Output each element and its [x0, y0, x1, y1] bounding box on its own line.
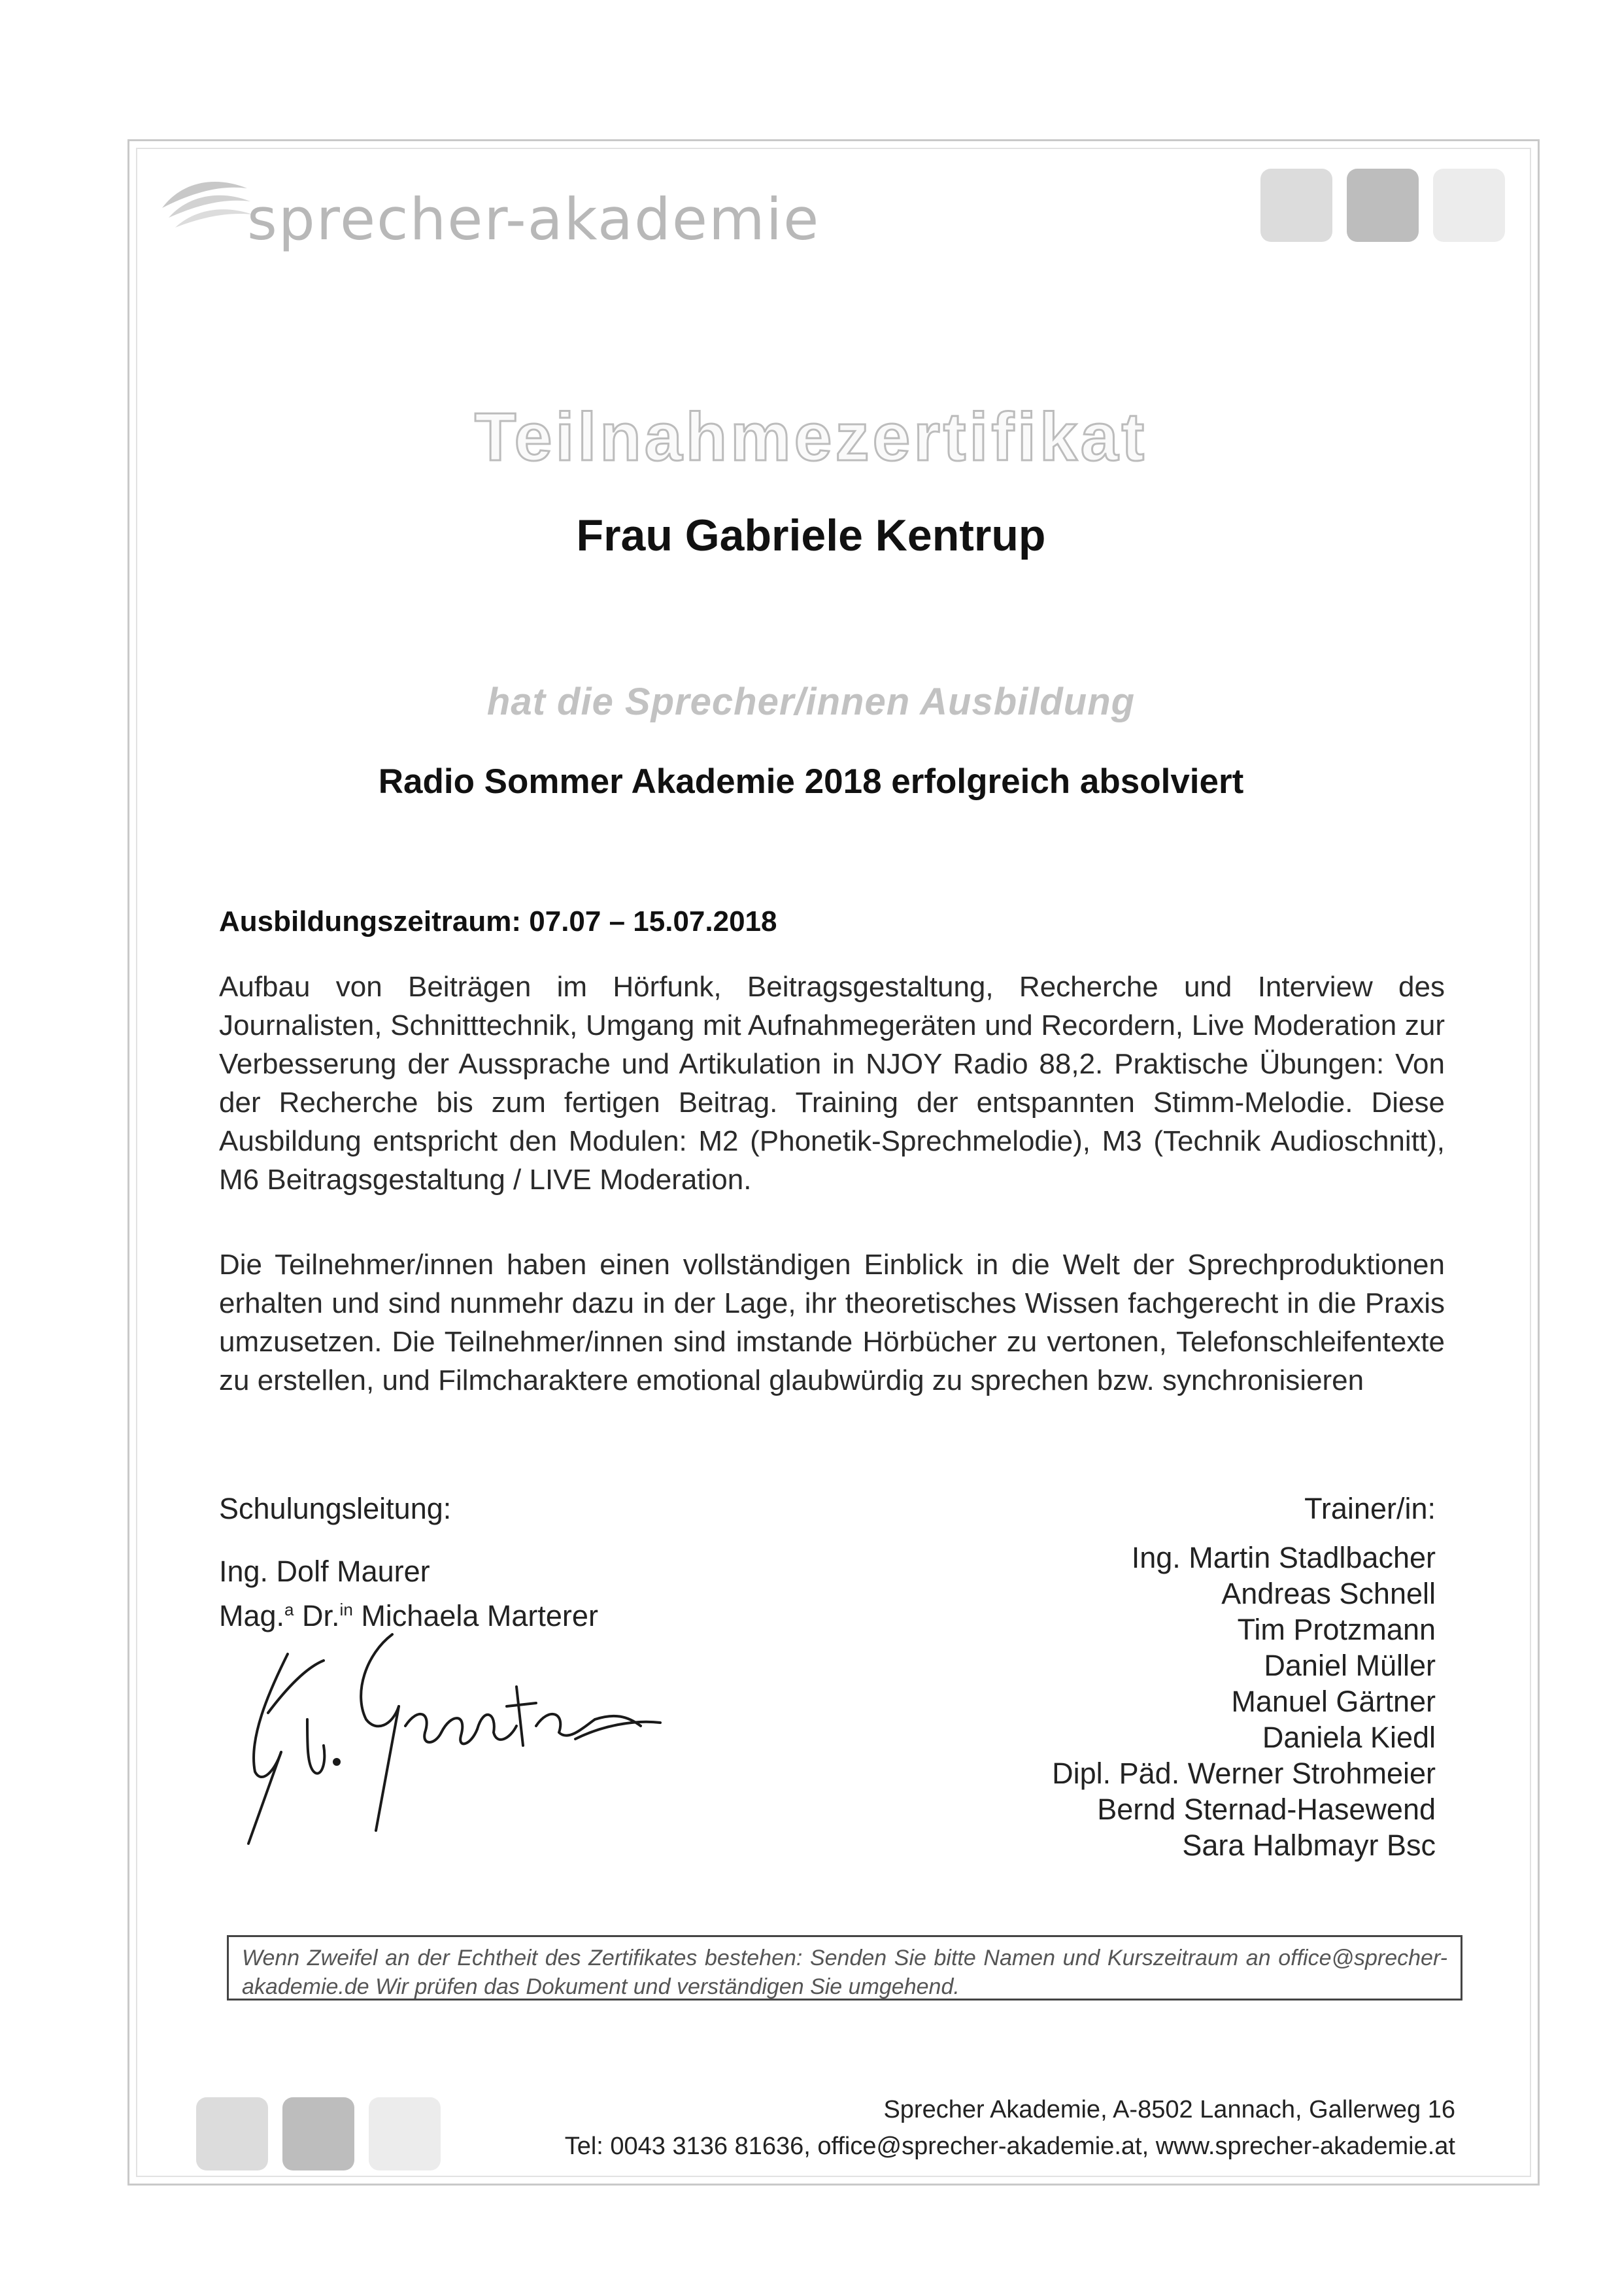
- trainer-name: Andreas Schnell: [1221, 1577, 1436, 1610]
- name-title: Dr.: [302, 1599, 340, 1632]
- logo: [156, 162, 820, 260]
- decorative-squares-top: [1260, 169, 1505, 242]
- leadership-person: Ing. Dolf Maurer: [219, 1555, 430, 1588]
- course-title: Radio Sommer Akademie 2018 erfolgreich absolviert: [378, 762, 1244, 801]
- trainer-name: Ing. Martin Stadlbacher: [1131, 1541, 1436, 1574]
- footer-contact: Tel: 0043 3136 81636, office@sprecher-akademie.at, www.sprecher-akademie.at: [564, 2133, 1455, 2160]
- recipient-name: Frau Gabriele Kentrup: [576, 511, 1046, 560]
- certificate-subline: hat die Sprecher/innen Ausbildung: [486, 681, 1136, 723]
- trainer-name: Bernd Sternad-Hasewend: [1097, 1793, 1436, 1826]
- trainer-name: Daniela Kiedl: [1262, 1721, 1436, 1754]
- decor-square: [282, 2097, 354, 2170]
- name-prefix: Mag.: [219, 1599, 285, 1632]
- trainer-list: [1052, 1540, 1436, 1863]
- authenticity-notice: Wenn Zweifel an der Echtheit des Zertifikates bestehen: Senden Sie bitte Namen und Kurszeitraum an office@sprecher-akademie.de Wir prüfen das Dokument und verständigen Sie umgehend.: [227, 1935, 1462, 2001]
- name-title-sup: in: [339, 1600, 353, 1619]
- course-description: Aufbau von Beiträgen im Hörfunk, Beitragsgestaltung, Recherche und Interview des Journalisten, Schnitttechnik, Umgang mit Aufnahmegeräten und Recordern, Live Moderation zur Verbesserung der Aussprache und Artikulation in NJOY Radio 88,2. Praktische Übungen: Von der Recherche bis zum fertigen Beitrag. Training der entspannten Stimm-Melodie. Diese Ausbildung entspricht den Modulen: M2 (Phonetik-Sprechmelodie), M3 (Technik Audioschnitt), M6 Beitragsgestaltung / LIVE Moderation.: [219, 971, 1445, 1196]
- footer-address: Sprecher Akademie, A-8502 Lannach, Gallerweg 16: [883, 2096, 1455, 2123]
- name-full: Michaela Marterer: [361, 1599, 598, 1632]
- leadership-label: Schulungsleitung:: [219, 1492, 452, 1525]
- name-prefix-sup: a: [284, 1600, 294, 1619]
- decor-square: [369, 2097, 441, 2170]
- logo-text: sprecher-akademie: [247, 186, 820, 253]
- trainer-name: Manuel Gärtner: [1231, 1685, 1436, 1718]
- course-outcome: Die Teilnehmer/innen haben einen vollständigen Einblick in die Welt der Sprechproduktionen erhalten und sind nunmehr dazu in der Lage, ihr theoretisches Wissen fachgerecht in die Praxis umzusetzen. Die Teilnehmer/innen sind imstande Hörbücher zu vertonen, Telefonschleifentexte zu erstellen, und Filmcharaktere emotional glaubwürdig zu sprechen bzw. synchronisieren: [219, 1249, 1445, 1396]
- trainer-name: Dipl. Päd. Werner Strohmeier: [1052, 1757, 1436, 1790]
- trainer-label: Trainer/in:: [1304, 1492, 1436, 1525]
- decor-square: [196, 2097, 268, 2170]
- decor-square: [1347, 169, 1419, 242]
- decor-square: [1433, 169, 1505, 242]
- certificate-title: Teilnahmezertifikat: [474, 399, 1148, 475]
- trainer-name: Tim Protzmann: [1237, 1613, 1436, 1646]
- signature: [209, 1615, 680, 1863]
- trainer-name: Daniel Müller: [1264, 1649, 1436, 1682]
- decor-square: [1260, 169, 1332, 242]
- trainer-name: Sara Halbmayr Bsc: [1182, 1829, 1436, 1862]
- logo-waves-icon: [156, 169, 254, 241]
- decorative-squares-bottom: [196, 2097, 441, 2170]
- training-period: Ausbildungszeitraum: 07.07 – 15.07.2018: [219, 905, 777, 937]
